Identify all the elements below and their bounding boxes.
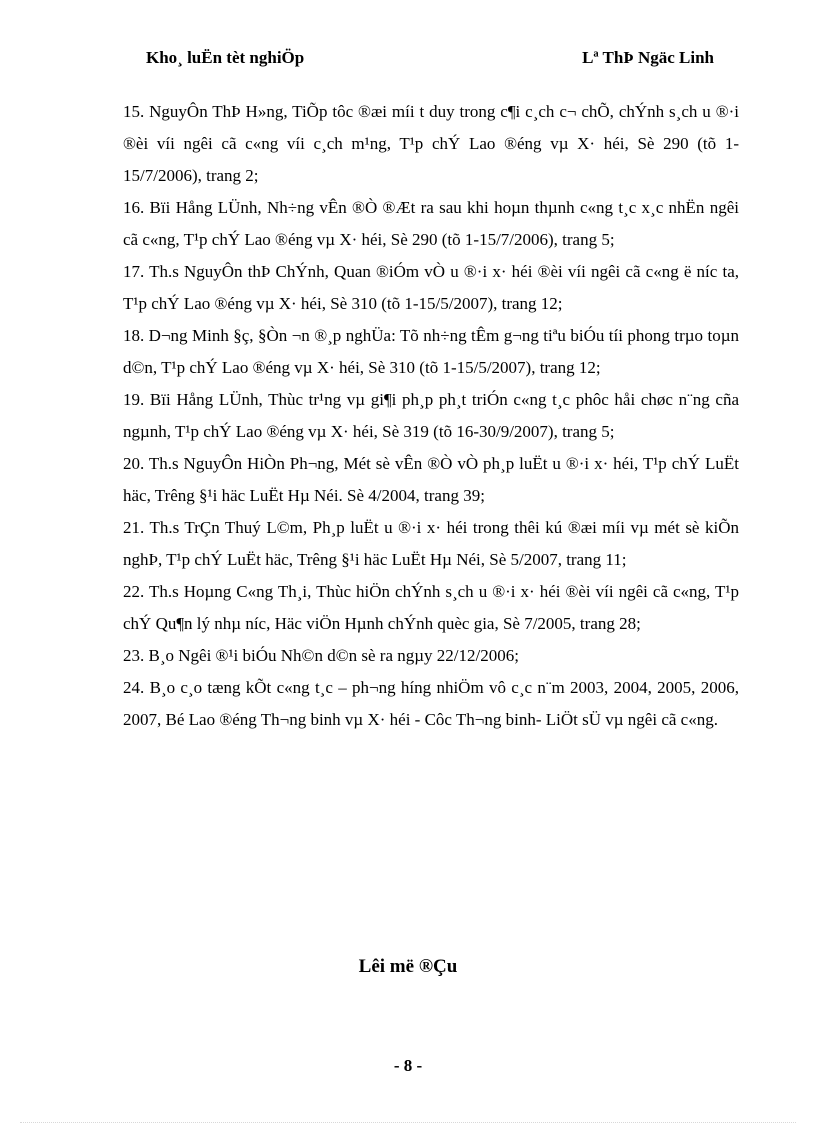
reference-item: 16. Bïi Hång LÜnh, Nh÷ng vÊn ®Ò ®Æt ra sau khi hoµn thµnh c«ng t¸c x¸c nhËn ngêi cã c«ng, T¹p chÝ Lao ®éng vµ X· héi, Sè 290 (tõ 1-15/7/2006), trang 5; xyxy=(123,198,739,249)
header-thesis-label: Kho¸ luËn tèt nghiÖp xyxy=(146,48,305,67)
page-number: - 8 - xyxy=(393,1056,423,1075)
reference-item: 18. D¬ng Minh §ç, §Òn ¬n ®¸p nghÜa: Tõ nh÷ng tÊm g¬ng tiªu biÓu tíi phong trµo toµn d©n, T¹p chÝ Lao ®éng vµ X· héi, Sè 310 (tõ 1-15/5/2007), trang 12; xyxy=(123,326,739,377)
reference-item: 23. B¸o Ngêi ®¹i biÓu Nh©n d©n sè ra ngµy 22/12/2006; xyxy=(123,646,519,665)
reference-item: 17. Th.s NguyÔn thÞ ChÝnh, Quan ®iÓm vÒ u ®·i x· héi ®èi víi ngêi cã c«ng ë níc ta, T¹p chÝ Lao ®éng vµ X· héi, Sè 310 (tõ 1-15/5/2007), trang 12; xyxy=(123,262,739,313)
reference-item: 22. Th.s Hoµng C«ng Th¸i, Thùc hiÖn chÝnh s¸ch u ®·i x· héi ®èi víi ngêi cã c«ng, T¹p chÝ Qu¶n lý nhµ níc, Häc viÖn Hµnh chÝnh quèc gia, Sè 7/2005, trang 28; xyxy=(123,582,739,633)
reference-item: 21. Th.s TrÇn Thuý L©m, Ph¸p luËt u ®·i x· héi trong thêi kú ®æi míi vµ mét sè kiÕn nghÞ, T¹p chÝ LuËt häc, Trêng §¹i häc LuËt Hµ Néi, Sè 5/2007, trang 11; xyxy=(123,518,739,569)
reference-list xyxy=(123,96,739,736)
reference-item: 19. Bïi Hång LÜnh, Thùc tr¹ng vµ gi¶i ph¸p ph¸t triÓn c«ng t¸c phôc håi chøc n¨ng cña ngµnh, T¹p chÝ Lao ®éng vµ X· héi, Sè 319 (tõ 16-30/9/2007), trang 5; xyxy=(123,390,739,441)
reference-item: 24. B¸o c¸o tæng kÕt c«ng t¸c – ph¬ng híng nhiÖm vô c¸c n¨m 2003, 2004, 2005, 2006, 2007, Bé Lao ®éng Th¬ng binh vµ X· héi - Côc Th¬ng binh- LiÖt sÜ vµ ngêi cã c«ng. xyxy=(123,678,739,729)
reference-item: 20. Th.s NguyÔn HiÒn Ph¬ng, Mét sè vÊn ®Ò vÒ ph¸p luËt u ®·i x· héi, T¹p chÝ LuËt häc, Trêng §¹i häc LuËt Hµ Néi. Sè 4/2004, trang 39; xyxy=(123,454,739,505)
section-heading: Lêi më ®Çu xyxy=(358,956,458,977)
header-author-name: Lª ThÞ Ngäc Linh xyxy=(582,48,714,67)
reference-item: 15. NguyÔn ThÞ H»ng, TiÕp tôc ®æi míi t duy trong c¶i c¸ch c¬ chÕ, chÝnh s¸ch u ®·i ®èi víi ngêi cã c«ng víi c¸ch m¹ng, T¹p chÝ Lao ®éng vµ X· héi, Sè 290 (tõ 1- 15/7/2006), trang 2; xyxy=(123,102,739,185)
